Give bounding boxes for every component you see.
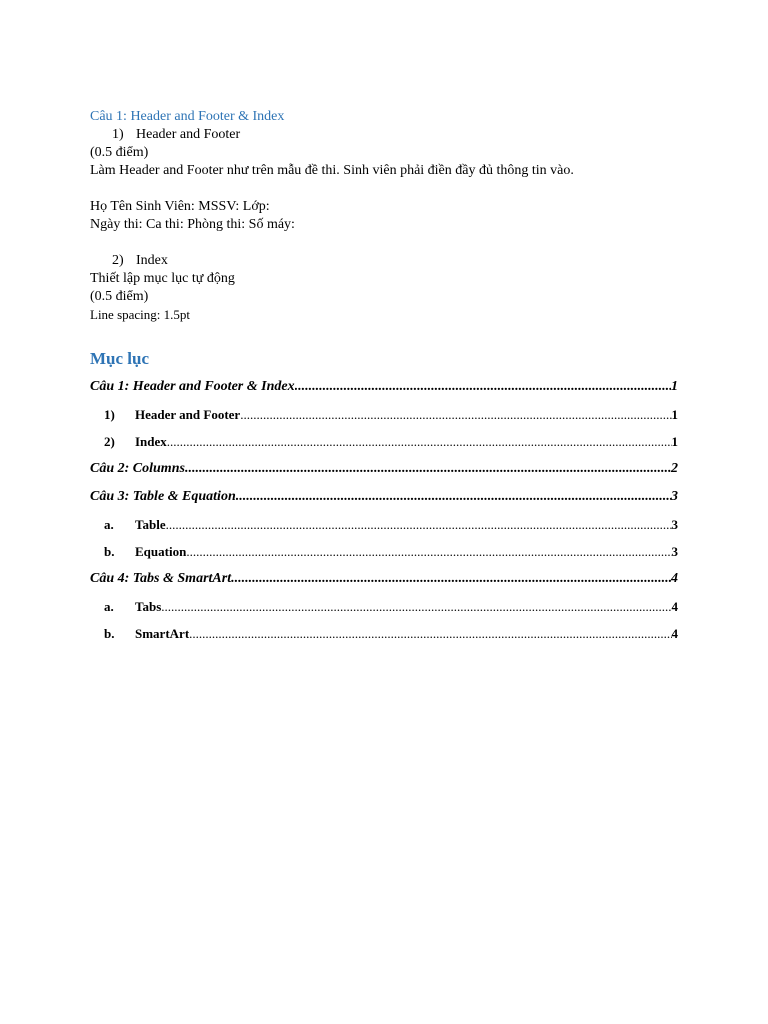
toc-entry-marker: 2) bbox=[104, 434, 115, 449]
toc-entry-marker: a. bbox=[104, 599, 114, 614]
toc-entry[interactable] bbox=[90, 517, 678, 544]
student-info-line: Họ Tên Sinh Viên: MSSV: Lớp: bbox=[90, 199, 270, 214]
toc-page-number: 3 bbox=[671, 489, 678, 504]
score-text: (0.5 điểm) bbox=[90, 145, 149, 160]
instruction-text: Làm Header and Footer như trên mẫu đề thi. Sinh viên phải điền đầy đủ thông tin vào. bbox=[90, 163, 574, 178]
toc-entry-label: Câu 3: Table & Equation bbox=[90, 489, 236, 504]
toc-dot-leader bbox=[166, 517, 672, 533]
toc-dot-leader bbox=[236, 489, 671, 505]
toc-entry[interactable] bbox=[90, 379, 678, 407]
toc-entry[interactable] bbox=[90, 626, 678, 653]
toc-dot-leader bbox=[295, 379, 671, 395]
numbered-item-header-footer bbox=[90, 126, 678, 144]
toc-entry-marker: 1) bbox=[104, 407, 115, 422]
toc-entry[interactable] bbox=[90, 407, 678, 434]
toc-dot-leader bbox=[161, 599, 671, 615]
toc-page-number: 1 bbox=[671, 379, 678, 394]
score-text: (0.5 điểm) bbox=[90, 289, 149, 304]
toc-page-number: 2 bbox=[671, 461, 678, 476]
item-number: 2) bbox=[112, 253, 124, 268]
document-page bbox=[90, 108, 678, 653]
toc-entry-label: Câu 4: Tabs & SmartArt bbox=[90, 571, 232, 586]
toc-page-number: 1 bbox=[671, 407, 678, 422]
numbered-item-index bbox=[90, 252, 678, 270]
item-title: Index bbox=[136, 253, 168, 268]
toc-entry-label: Index bbox=[135, 434, 167, 449]
toc-page-number: 3 bbox=[671, 517, 678, 532]
toc-dot-leader bbox=[189, 626, 671, 642]
toc-entry-label: Câu 2: Columns bbox=[90, 461, 185, 476]
table-of-contents bbox=[90, 379, 678, 653]
toc-page-number: 3 bbox=[671, 544, 678, 559]
item-number: 1) bbox=[112, 127, 124, 142]
toc-entry-label: Equation bbox=[135, 544, 187, 559]
toc-entry-marker: b. bbox=[104, 544, 115, 559]
line-spacing-text: Line spacing: 1.5pt bbox=[90, 307, 191, 322]
exam-info-line: Ngày thi: Ca thi: Phòng thi: Số máy: bbox=[90, 217, 295, 232]
toc-page-number: 4 bbox=[671, 599, 678, 614]
toc-entry[interactable] bbox=[90, 571, 678, 599]
toc-entry-label: Câu 1: Header and Footer & Index bbox=[90, 379, 295, 394]
toc-entry[interactable] bbox=[90, 599, 678, 626]
toc-entry-marker: a. bbox=[104, 517, 114, 532]
toc-entry[interactable] bbox=[90, 489, 678, 517]
toc-dot-leader bbox=[185, 461, 671, 477]
toc-entry-label: Table bbox=[135, 517, 166, 532]
toc-entry[interactable] bbox=[90, 544, 678, 571]
instruction-text: Thiết lập mục lục tự động bbox=[90, 271, 235, 286]
toc-entry[interactable] bbox=[90, 461, 678, 489]
toc-page-number: 4 bbox=[671, 571, 678, 586]
toc-entry[interactable] bbox=[90, 434, 678, 461]
toc-page-number: 1 bbox=[671, 434, 678, 449]
toc-dot-leader bbox=[186, 544, 671, 560]
spacer bbox=[90, 180, 678, 198]
toc-dot-leader bbox=[167, 434, 672, 450]
toc-dot-leader bbox=[240, 407, 671, 423]
toc-dot-leader bbox=[231, 571, 671, 587]
section-heading: Câu 1: Header and Footer & Index bbox=[90, 109, 285, 124]
toc-entry-label: SmartArt bbox=[135, 626, 190, 641]
item-title: Header and Footer bbox=[136, 127, 241, 142]
toc-entry-label: Header and Footer bbox=[135, 407, 241, 422]
toc-entry-marker: b. bbox=[104, 626, 115, 641]
toc-title: Mục lục bbox=[90, 349, 150, 368]
toc-entry-label: Tabs bbox=[135, 599, 162, 614]
toc-page-number: 4 bbox=[671, 626, 678, 641]
spacer bbox=[90, 234, 678, 252]
